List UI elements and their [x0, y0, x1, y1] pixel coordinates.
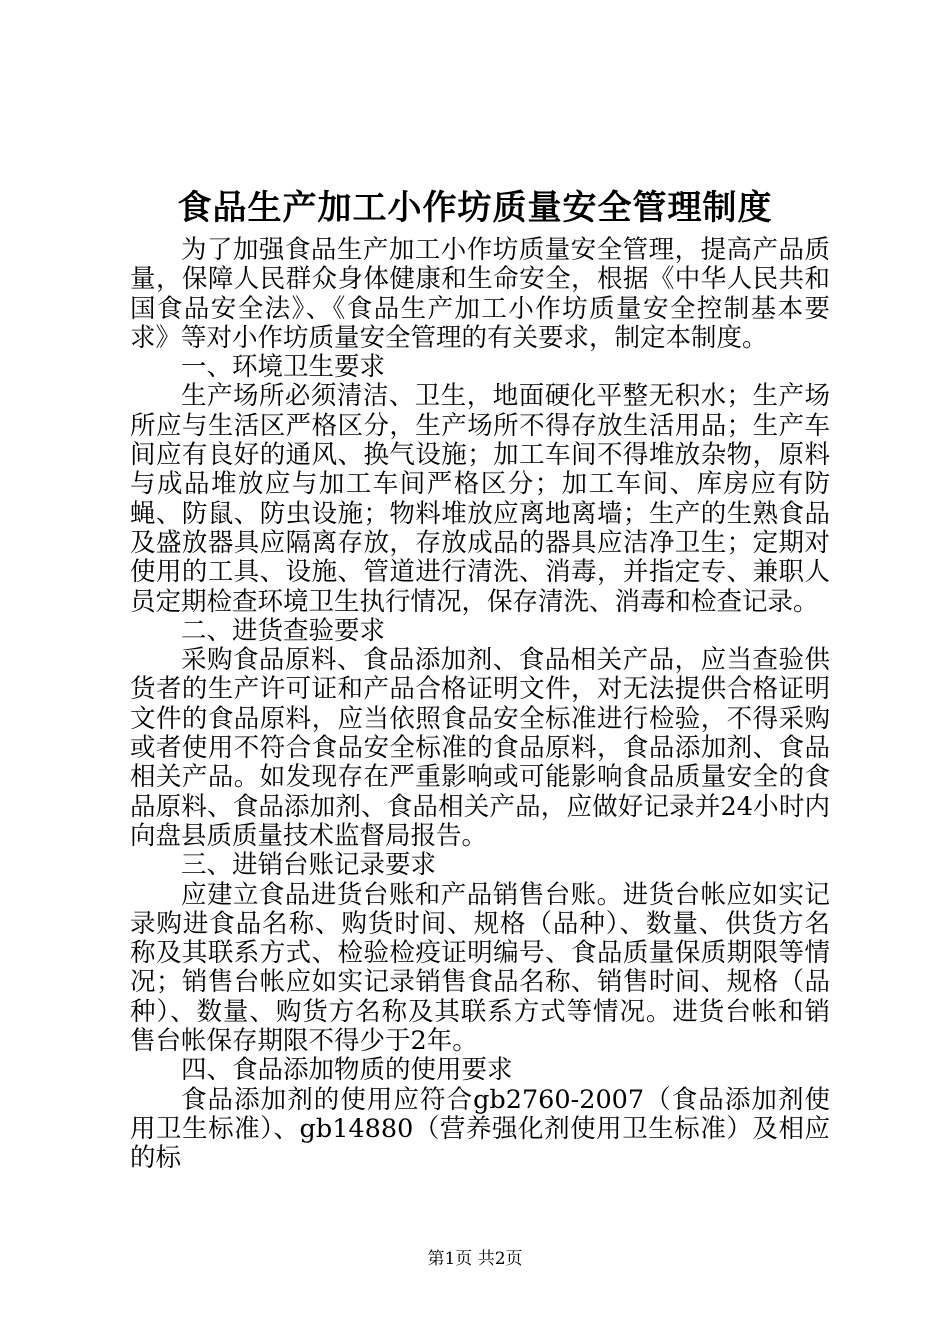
- document-title: 食品生产加工小作坊质量安全管理制度: [177, 188, 773, 228]
- page-footer: 第1页 共2页: [427, 1249, 523, 1269]
- section-paragraph-4: 食品添加剂的使用应符合gb2760-2007（食品添加剂使用卫生标准）、gb14880（营养强化剂使用卫生标准）及相应的标: [130, 1084, 830, 1174]
- section-paragraph-2: 采购食品原料、食品添加剂、食品相关产品，应当查验供货者的生产许可证和产品合格证明文件，对无法提供合格证明文件的食品原料，应当依照食品安全标准进行检验，不得采购或者使用不符合食品安全标准的食品原料，食品添加剂、食品相关产品。如发现存在严重影响或可能影响食品质量安全的食品原料、食品添加剂、食品相关产品，应做好记录并24小时内向盘县质质量技术监督局报告。: [130, 645, 830, 851]
- section-heading-4: 四、食品添加物质的使用要求: [181, 1055, 513, 1086]
- section-paragraph-1: 生产场所必须清洁、卫生，地面硬化平整无积水；生产场所应与生活区严格区分，生产场所不得存放生活用品；生产车间应有良好的通风、换气设施；加工车间不得堆放杂物，原料与成品堆放应与加工车间严格区分；加工车间、库房应有防蝇、防鼠、防虫设施；物料堆放应离地离墙；生产的生熟食品及盛放器具应隔离存放，存放成品的器具应洁净卫生；定期对使用的工具、设施、管道进行清洗、消毒，并指定专、兼职人员定期检查环境卫生执行情况，保存清洗、消毒和检查记录。: [130, 381, 830, 617]
- section-heading-3: 三、进销台账记录要求: [181, 850, 437, 881]
- document-body: [130, 236, 830, 1174]
- section-heading-2: 二、进货查验要求: [181, 615, 386, 646]
- intro-paragraph: 为了加强食品生产加工小作坊质量安全管理，提高产品质量，保障人民群众身体健康和生命安全，根据《中华人民共和国食品安全法》、《食品生产加工小作坊质量安全控制基本要求》等对小作坊质量安全管理的有关要求，制定本制度。: [130, 235, 830, 353]
- section-heading-1: 一、环境卫生要求: [181, 352, 386, 383]
- section-paragraph-3: 应建立食品进货台账和产品销售台账。进货台帐应如实记录购进食品名称、购货时间、规格（品种）、数量、供货方名称及其联系方式、检验检疫证明编号、食品质量保质期限等情况；销售台帐应如实记录销售食品名称、销售时间、规格（品种）、数量、购货方名称及其联系方式等情况。进货台帐和销售台帐保存期限不得少于2年。: [130, 879, 830, 1057]
